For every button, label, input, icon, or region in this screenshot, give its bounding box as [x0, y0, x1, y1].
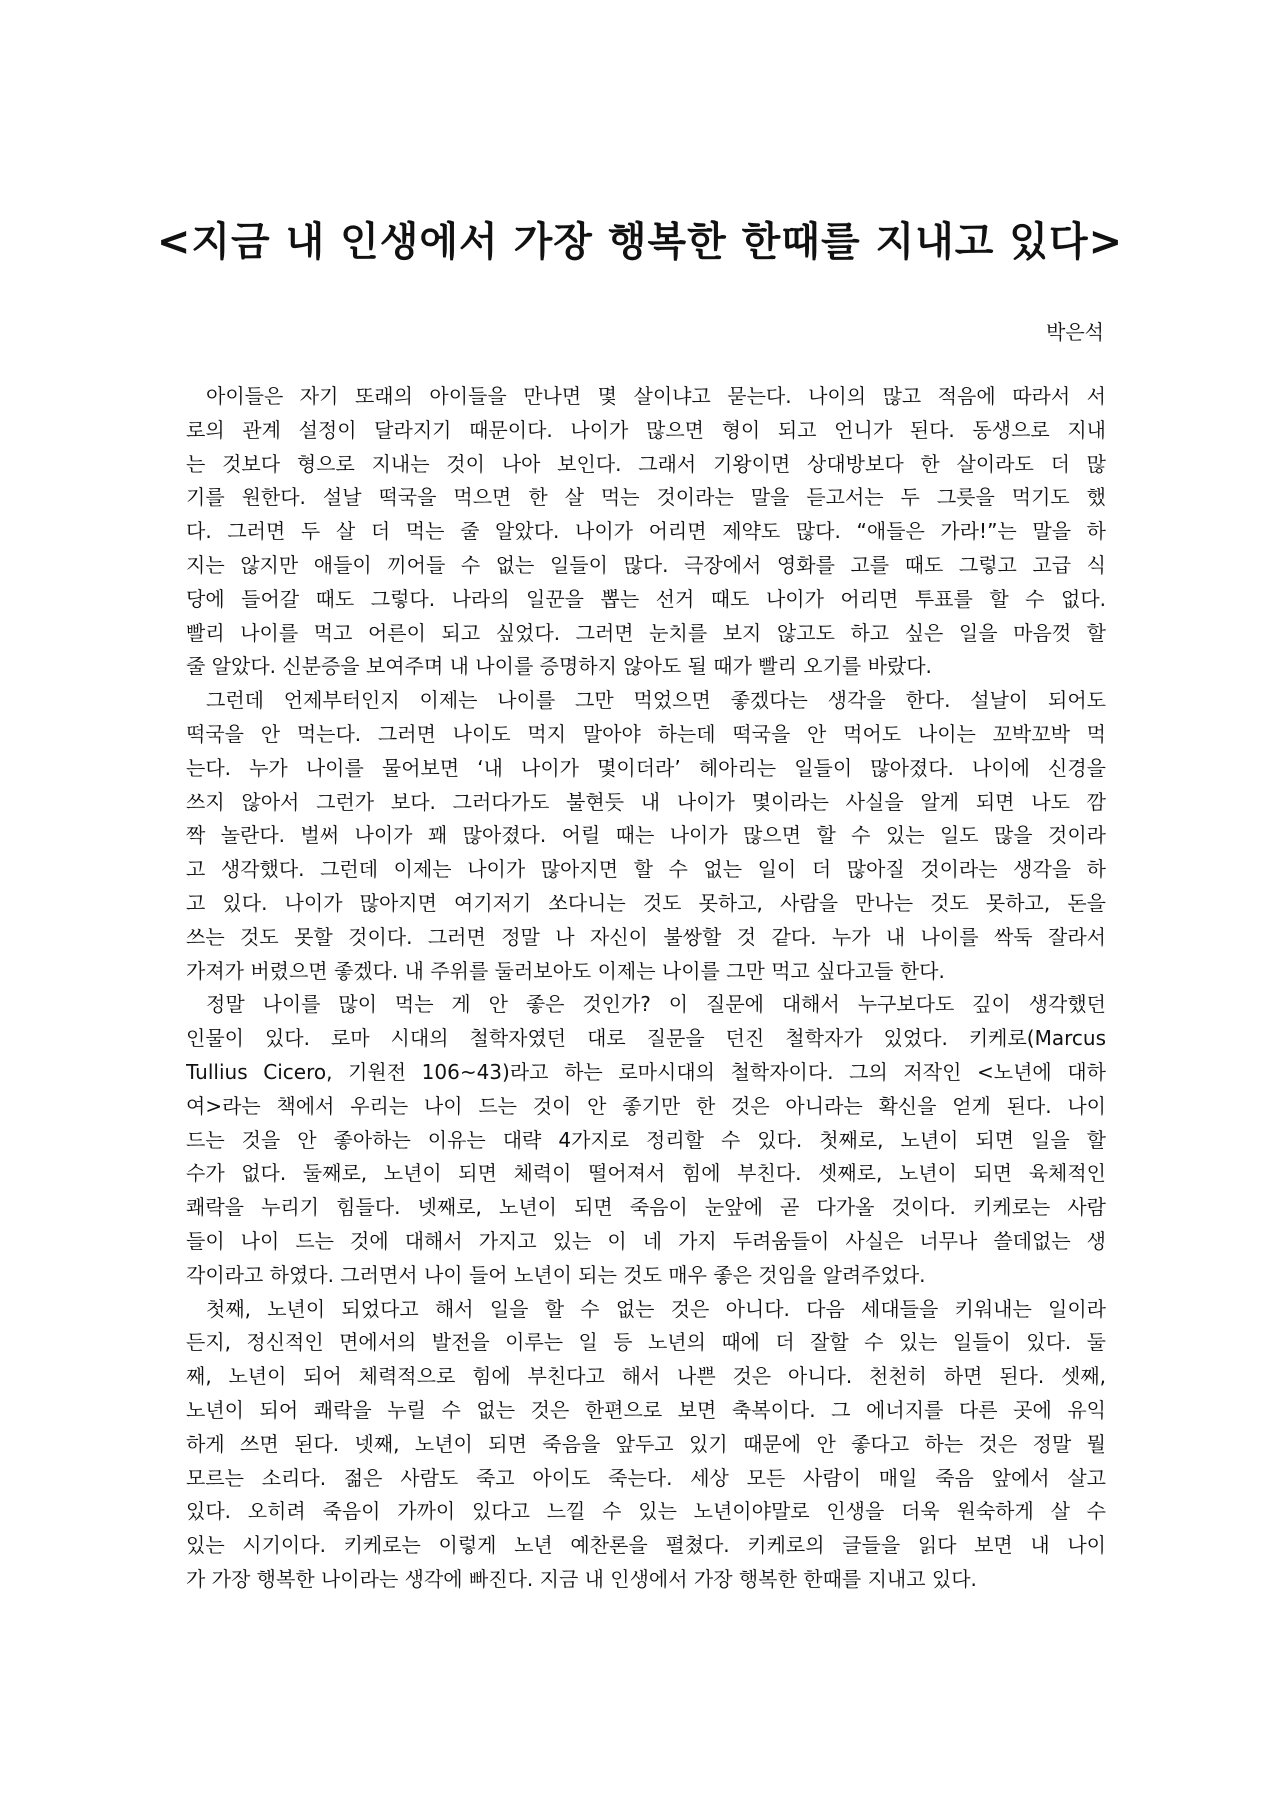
text-line: 노년이 되어 쾌락을 누릴 수 없는 것은 한편으로 보면 축복이다. 그 에너지를 다른 곳에 유익 — [186, 1397, 1106, 1422]
text-line: 떡국을 안 먹는다. 그러면 나이도 먹지 말아야 하는데 떡국을 안 먹어도 나이는 꼬박꼬박 먹 — [186, 721, 1106, 746]
text-line: 고 있다. 나이가 많아지면 여기저기 쏘다니는 것도 못하고, 사람을 만나는 것도 못하고, 돈을 — [186, 890, 1106, 915]
text-line: 각이라고 하였다. 그러면서 나이 들어 노년이 되는 것도 매우 좋은 것임을 알려주었다. — [186, 1262, 926, 1287]
text-line: 인물이 있다. 로마 시대의 철학자였던 대로 질문을 던진 철학자가 있었다. 키케로(Marcus — [186, 1026, 1106, 1051]
text-line: 하게 쓰면 된다. 넷째, 노년이 되면 죽음을 앞두고 있기 때문에 안 좋다고 하는 것은 정말 뭘 — [186, 1431, 1106, 1456]
text-line: 있는 시기이다. 키케로는 이렇게 노년 예찬론을 펼쳤다. 키케로의 글들을 읽다 보면 내 나이 — [186, 1533, 1106, 1558]
text-line: 있다. 오히려 죽음이 가까이 있다고 느낄 수 있는 노년이야말로 인생을 더욱 원숙하게 살 수 — [186, 1499, 1106, 1524]
text-line: 정말 나이를 많이 먹는 게 안 좋은 것인가? 이 질문에 대해서 누구보다도 깊이 생각했던 — [206, 992, 1106, 1017]
text-line: 그런데 언제부터인지 이제는 나이를 그만 먹었으면 좋겠다는 생각을 한다. 설날이 되어도 — [206, 688, 1106, 713]
text-line: 든지, 정신적인 면에서의 발전을 이루는 일 등 노년의 때에 더 잘할 수 있는 일들이 있다. 둘 — [186, 1330, 1106, 1355]
text-line: 아이들은 자기 또래의 아이들을 만나면 몇 살이냐고 묻는다. 나이의 많고 적음에 따라서 서 — [206, 384, 1106, 408]
text-line: 가져가 버렸으면 좋겠다. 내 주위를 둘러보아도 이제는 나이를 그만 먹고 싶다고들 한다. — [186, 958, 945, 983]
text-line: 당에 들어갈 때도 그렇다. 나라의 일꾼을 뽑는 선거 때도 나이가 어리면 투표를 할 수 없다. — [186, 586, 1106, 611]
text-line: 다. 그러면 두 살 더 먹는 줄 알았다. 나이가 어리면 제약도 많다. “애들은 가라!”는 말을 하 — [186, 519, 1106, 544]
document-title: <지금 내 인생에서 가장 행복한 한때를 지내고 있다> — [156, 219, 1124, 265]
text-line: 빨리 나이를 먹고 어른이 되고 싶었다. 그러면 눈치를 보지 않고도 하고 싶은 일을 마음껏 할 — [186, 620, 1106, 645]
author-name: 박은석 — [1046, 320, 1104, 344]
text-line: 쓰지 않아서 그런가 보다. 그러다가도 불현듯 내 나이가 몇이라는 사실을 알게 되면 나도 깜 — [186, 789, 1106, 814]
text-line: 가 가장 행복한 나이라는 생각에 빠진다. 지금 내 인생에서 가장 행복한 한때를 지내고 있다. — [186, 1566, 977, 1591]
text-line: 째, 노년이 되어 체력적으로 힘에 부친다고 해서 나쁜 것은 아니다. 천천히 하면 된다. 셋째, — [186, 1364, 1106, 1389]
text-line: 줄 알았다. 신분증을 보여주며 내 나이를 증명하지 않아도 될 때가 빨리 오기를 바랐다. — [186, 654, 932, 679]
paragraph — [186, 1293, 1106, 1597]
document-body — [186, 380, 1106, 1597]
text-line: 쾌락을 누리기 힘들다. 넷째로, 노년이 되면 죽음이 눈앞에 곧 다가올 것이다. 키케로는 사람 — [186, 1195, 1106, 1220]
paragraph — [186, 380, 1106, 684]
text-line: Tullius Cicero, 기원전 106~43)라고 하는 로마시대의 철학자이다. 그의 저작인 <노년에 대하 — [186, 1059, 1106, 1084]
text-line: 로의 관계 설정이 달라지기 때문이다. 나이가 많으면 형이 되고 언니가 된다. 동생으로 지내 — [186, 417, 1106, 442]
text-line: 쓰는 것도 못할 것이다. 그러면 정말 나 자신이 불쌍할 것 같다. 누가 내 나이를 싹둑 잘라서 — [186, 924, 1106, 949]
paragraph — [186, 684, 1106, 988]
text-line: 모르는 소리다. 젊은 사람도 죽고 아이도 죽는다. 세상 모든 사람이 매일 죽음 앞에서 살고 — [186, 1465, 1106, 1490]
text-line: 지는 않지만 애들이 끼어들 수 없는 일들이 많다. 극장에서 영화를 고를 때도 그렇고 고급 식 — [186, 552, 1106, 577]
text-line: 고 생각했다. 그런데 이제는 나이가 많아지면 할 수 없는 일이 더 많아질 것이라는 생각을 하 — [186, 857, 1106, 882]
text-line: 짝 놀란다. 벌써 나이가 꽤 많아졌다. 어릴 때는 나이가 많으면 할 수 있는 일도 많을 것이라 — [186, 823, 1106, 848]
text-line: 첫째, 노년이 되었다고 해서 일을 할 수 없는 것은 아니다. 다음 세대들을 키워내는 일이라 — [206, 1296, 1106, 1321]
text-line: 는다. 누가 나이를 물어보면 ‘내 나이가 몇이더라’ 헤아리는 일들이 많아졌다. 나이에 신경을 — [186, 755, 1106, 780]
text-line: 는 것보다 형으로 지내는 것이 나아 보인다. 그래서 기왕이면 상대방보다 한 살이라도 더 많 — [186, 451, 1106, 476]
text-line: 드는 것을 안 좋아하는 이유는 대략 4가지로 정리할 수 있다. 첫째로, 노년이 되면 일을 할 — [186, 1127, 1106, 1152]
paragraph — [186, 988, 1106, 1292]
text-line: 수가 없다. 둘째로, 노년이 되면 체력이 떨어져서 힘에 부친다. 셋째로, 노년이 되면 육체적인 — [186, 1161, 1106, 1186]
text-line: 기를 원한다. 설날 떡국을 먹으면 한 살 먹는 것이라는 말을 듣고서는 두 그릇을 먹기도 했 — [186, 485, 1106, 510]
text-line: 들이 나이 드는 것에 대해서 가지고 있는 이 네 가지 두려움들이 사실은 너무나 쓸데없는 생 — [186, 1228, 1106, 1253]
text-line: 여>라는 책에서 우리는 나이 드는 것이 안 좋기만 한 것은 아니라는 확신을 얻게 된다. 나이 — [186, 1093, 1106, 1118]
